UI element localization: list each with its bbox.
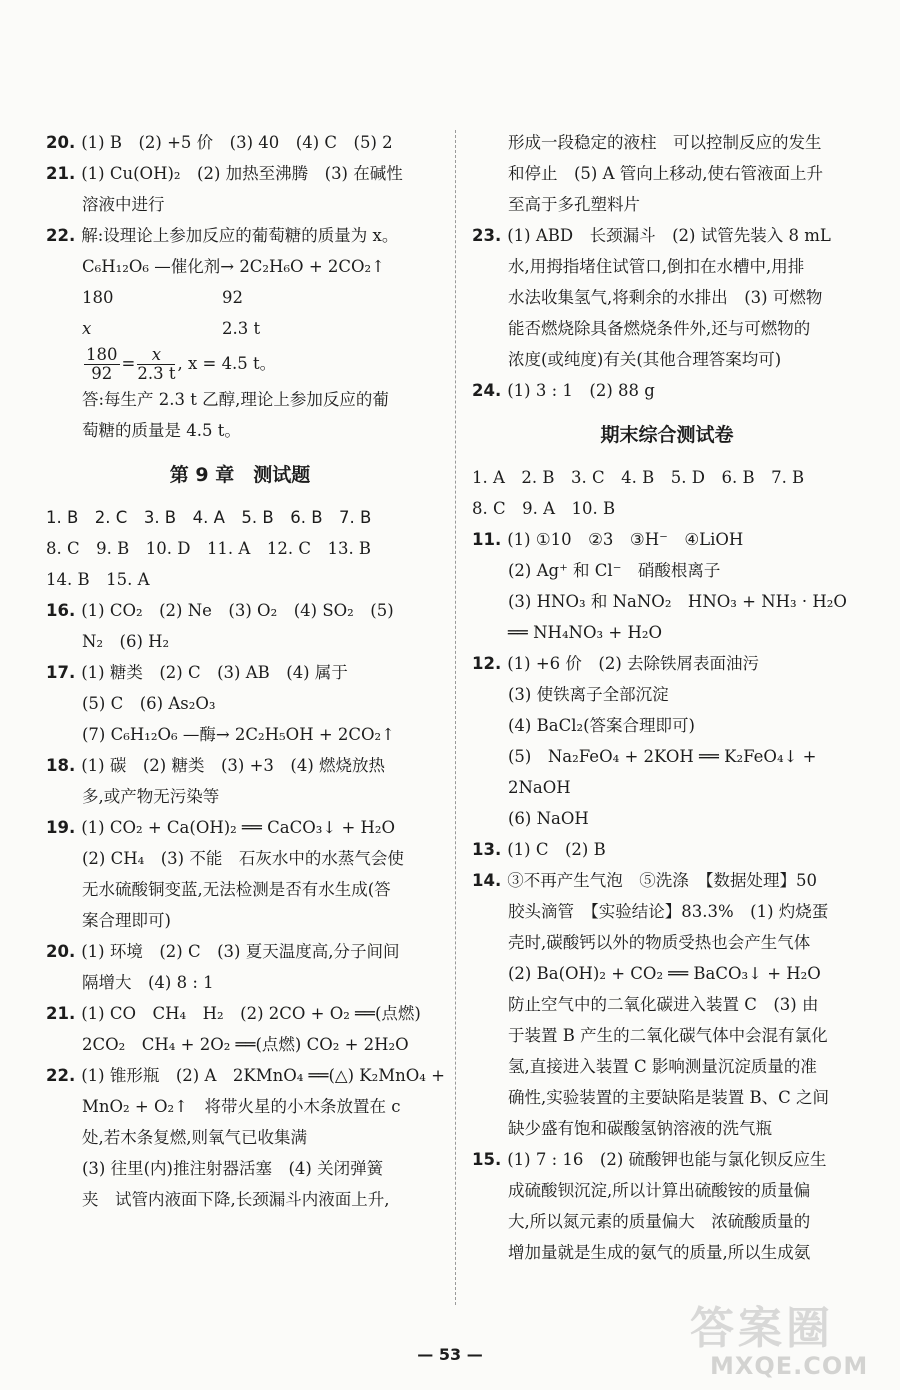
final-answer-15: 15. (1) 7 : 16 (2) 硫酸钾也能与氯化钡反应生 成硫酸钡沉淀,所以计算出硫酸铵的质量偏 大,所以氮元素的质量偏大 浓硫酸质量的 增加量就是生成的氨气的质量,所以生成氨 (472, 1150, 827, 1262)
answer-22-ch9: 22. (1) 锥形瓶 (2) A 2KMnO₄ ══(△) K₂MnO₄ + MnO₂ + O₂↑ 将带火星的小木条放置在 c 处,若木条复燃,则氧气已收集满 (3) 往里(内)推注射器活塞 (4) 关闭弹簧 夹 试管内液面下降,长颈漏斗内液面上升, (46, 1066, 445, 1209)
answer-20: 20. (1) B (2) +5 价 (3) 40 (4) C (5) 2 (46, 133, 393, 152)
continued-line-1: 形成一段稳定的液柱 可以控制反应的发生 (508, 133, 822, 152)
answer-21: 21. (1) Cu(OH)₂ (2) 加热至沸腾 (3) 在碱性 溶液中进行 (46, 164, 403, 214)
mc-answers-2: 8. C 9. B 10. D 11. A 12. C 13. B (46, 539, 372, 558)
final-mc-answers-2: 8. C 9. A 10. B (472, 499, 616, 518)
ratio-row-1: 180 92 (82, 288, 243, 307)
answer-24: 24. (1) 3 : 1 (2) 88 g (472, 381, 655, 400)
continued-line-3: 至高于多孔塑料片 (508, 195, 640, 214)
ratio-row-2: x 2.3 t (82, 319, 261, 338)
column-divider (455, 130, 456, 1305)
section-heading-final-test: 期末综合测试卷 (600, 424, 734, 446)
fraction-1: $\frac{180}{92}$ (86, 345, 118, 383)
fraction-2: $\frac{x}{2.3 t}$ (137, 345, 176, 383)
answer-22: 22. 解:设理论上参加反应的葡萄糖的质量为 x。 C₆H₁₂O₆ —催化剂→ 2C₂H₆O + 2CO₂↑ 180 92 x 2.3 t $\frac{180}{92}$ = $\frac{x}{2.3 t}$ , x = 4.5 t。 答:每生产 2.3 t 乙醇,理论上参加反应的葡 萄糖的质量是 4.5 t。 (46, 220, 434, 446)
final-answer-11: 11. (1) ①10 ②3 ③H⁻ ④LiOH (2) Ag⁺ 和 Cl⁻ 硝酸根离子 (3) HNO₃ 和 NaNO₂ HNO₃ + NH₃ · H₂O ══ NH₄NO₃ + H₂O (472, 530, 847, 642)
left-column (46, 127, 445, 1215)
watermark-logo (690, 1292, 890, 1382)
mc-answers-1: 1. B 2. C 3. B 4. A 5. B 6. B 7. B (46, 508, 372, 527)
answer-18: 18. (1) 碳 (2) 糖类 (3) +3 (4) 燃烧放热 多,或产物无污染等 (46, 756, 386, 806)
final-answer-13: 13. (1) C (2) B (472, 840, 606, 859)
right-column (472, 127, 862, 1268)
answer-19: 19. (1) CO₂ + Ca(OH)₂ ══ CaCO₃↓ + H₂O (2) CH₄ (3) 不能 石灰水中的水蒸气会使 无水硫酸铜变蓝,无法检测是否有水生成(答 案合理即可) (46, 818, 404, 930)
answer-21-ch9: 21. (1) CO CH₄ H₂ (2) 2CO + O₂ ══(点燃) 2CO₂ CH₄ + 2O₂ ══(点燃) CO₂ + 2H₂O (46, 1004, 421, 1054)
answer-17: 17. (1) 糖类 (2) C (3) AB (4) 属于 (5) C (6) As₂O₃ (7) C₆H₁₂O₆ —酶→ 2C₂H₅OH + 2CO₂↑ (46, 663, 395, 744)
watermark-site: MXQE.COM (710, 1352, 869, 1380)
page-number: — 53 — (417, 1345, 483, 1364)
continued-line-2: 和停止 (5) A 管向上移动,使右管液面上升 (508, 164, 824, 183)
equation: C₆H₁₂O₆ —催化剂→ 2C₂H₆O + 2CO₂↑ (82, 257, 385, 276)
answer-20-ch9: 20. (1) 环境 (2) C (3) 夏天温度高,分子间间 隔增大 (4) 8 : 1 (46, 942, 400, 992)
final-answer-12: 12. (1) +6 价 (2) 去除铁屑表面油污 (3) 使铁离子全部沉淀 (4) BaCl₂(答案合理即可) (5) Na₂FeO₄ + 2KOH ══ K₂FeO₄↓ + 2NaOH (6) NaOH (472, 654, 817, 828)
proportion: $\frac{180}{92}$ = $\frac{x}{2.3 t}$ , x = 4.5 t。 (86, 345, 277, 383)
final-answer-14: 14. ③不再产生气泡 ⑤洗涤 【数据处理】50 胶头滴管 【实验结论】83.3% (1) 灼烧蛋 壳时,碳酸钙以外的物质受热也会产生气体 (2) Ba(OH)₂ + CO₂ ══ BaCO₃↓ + H₂O 防止空气中的二氧化碳进入装置 C (3) 由 于装置 B 产生的二氧化碳气体中会混有氯化 氢,直接进入装置 C 影响测量沉淀质量的准 确性,实验装置的主要缺陷是装置 B、C 之间 缺少盛有饱和碳酸氢钠溶液的洗气瓶 (472, 871, 829, 1138)
mc-answers-3: 14. B 15. A (46, 570, 150, 589)
watermark-logo-text: 答案圈 (690, 1303, 834, 1354)
answer-23: 23. (1) ABD 长颈漏斗 (2) 试管先装入 8 mL 水,用拇指堵住试管口,倒扣在水槽中,用排 水法收集氢气,将剩余的水排出 (3) 可燃物 能否燃烧除具备燃烧条件外,还与可燃物的 浓度(或纯度)有关(其他合理答案均可) (472, 226, 831, 369)
section-heading-chapter-9: 第 9 章 测试题 (169, 464, 311, 486)
answer-16: 16. (1) CO₂ (2) Ne (3) O₂ (4) SO₂ (5) N₂ (6) H₂ (46, 601, 394, 651)
final-mc-answers-1: 1. A 2. B 3. C 4. B 5. D 6. B 7. B (472, 468, 805, 487)
